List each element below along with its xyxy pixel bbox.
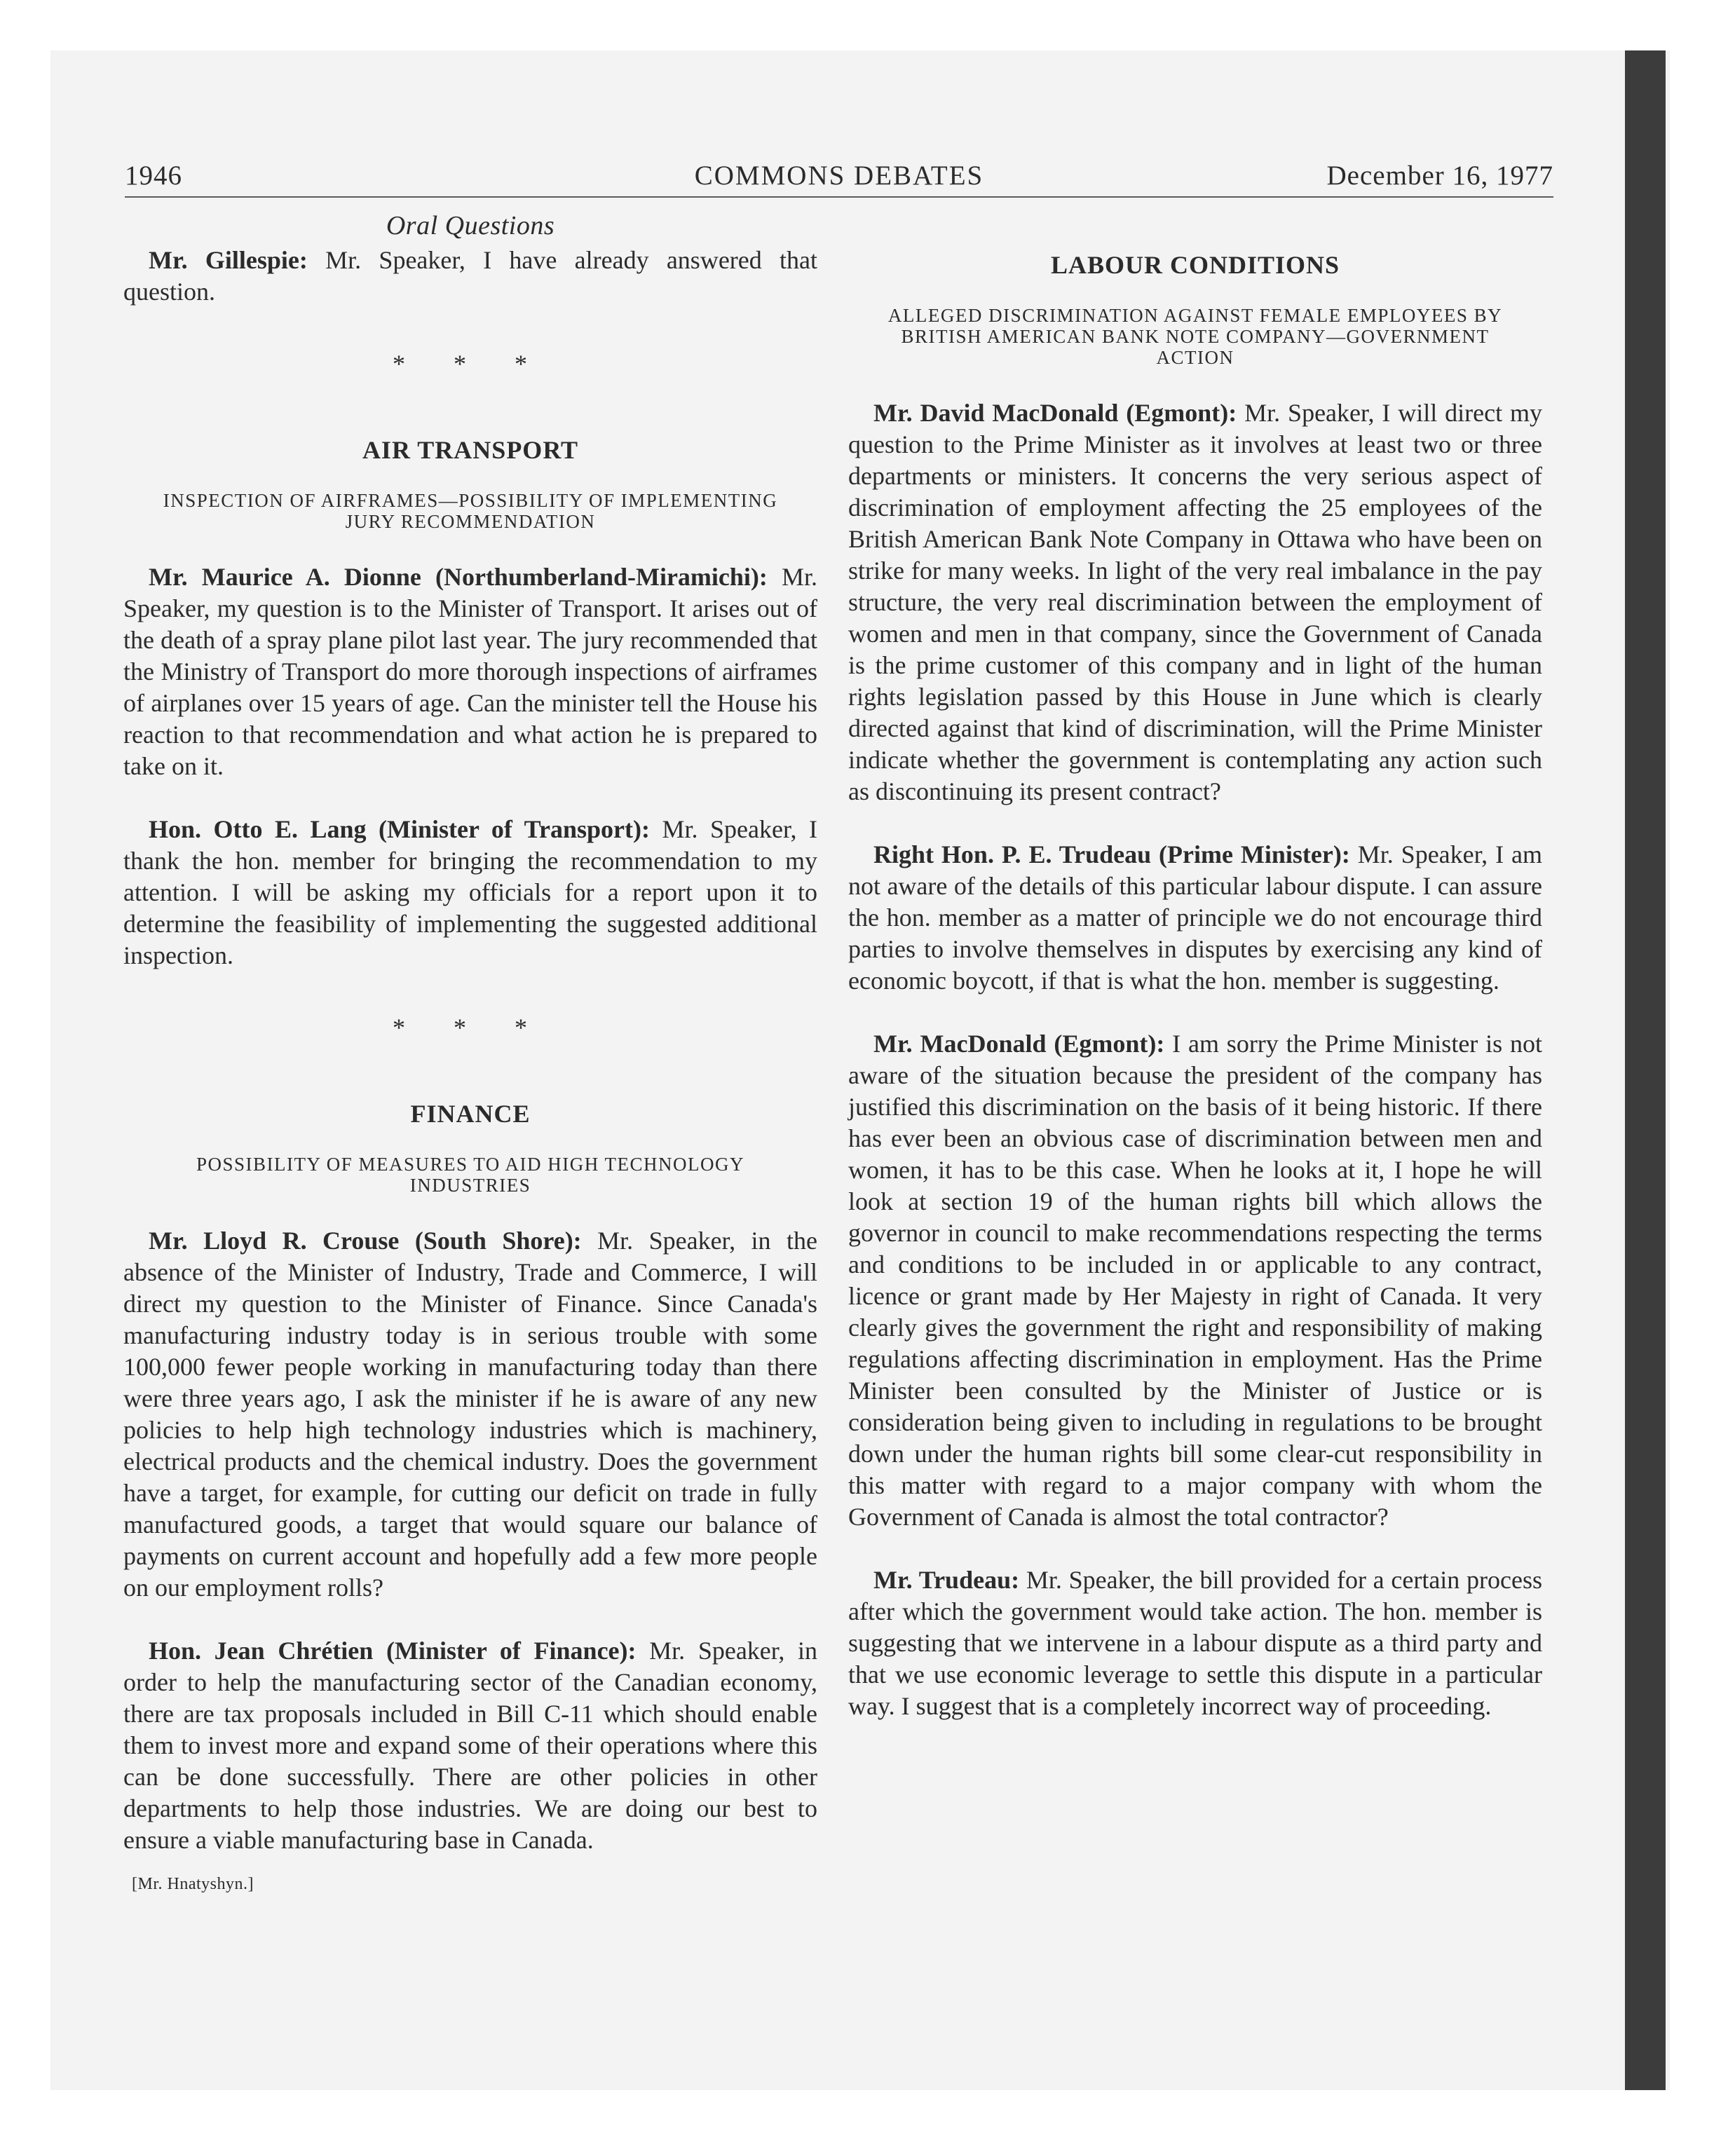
speaker-name: Mr. Trudeau: — [873, 1566, 1020, 1594]
speaker-name: Mr. Gillespie: — [149, 246, 308, 274]
paragraph-text: Mr. Speaker, in order to help the manufacturing sector of the Canadian economy, there are tax proposals included in Bill C-11 which should enable them to invest more and expand some of their operations where this can be done successfully. There are other policies in other departments to help those industries. We are doing our best to ensure a viable manufacturing base in Canada. — [123, 1637, 817, 1854]
speaker-name: Mr. MacDonald (Egmont): — [873, 1030, 1165, 1058]
section-separator: * * * — [393, 350, 548, 378]
speaker-name: Hon. Jean Chrétien (Minister of Finance): — [149, 1637, 637, 1665]
speaker-name: Mr. David MacDonald (Egmont): — [873, 399, 1237, 427]
paragraph-dionne — [123, 561, 817, 782]
paragraph-lang — [123, 814, 817, 971]
paragraph-crouse — [123, 1225, 817, 1604]
speaker-name: Mr. Lloyd R. Crouse (South Shore): — [149, 1227, 582, 1255]
page-number: 1946 — [125, 161, 182, 191]
paragraph-macdonald-2 — [848, 1028, 1542, 1533]
paragraph-gillespie — [123, 245, 817, 308]
speaker-name: Hon. Otto E. Lang (Minister of Transport): — [149, 815, 650, 843]
page-header — [125, 157, 1553, 198]
scan-edge-shadow — [1625, 50, 1666, 2090]
paragraph-text: Mr. Speaker, I am not aware of the details of this particular labour dispute. I can assure the hon. member as a matter of principle we do not encourage third parties to involve themselves in disputes by exercising any kind of economic boycott, if that is what the hon. member is suggesting. — [848, 840, 1542, 995]
paragraph-trudeau-1 — [848, 839, 1542, 997]
paragraph-text: Mr. Speaker, my question is to the Minister of Transport. It arises out of the death of a spray plane pilot last year. The jury recommended that the Ministry of Transport do more thorough inspections of airframes of airplanes over 15 years of age. Can the minister tell the House his reaction to that recommendation and what action he is prepared to take on it. — [123, 563, 818, 780]
paragraph-text: Mr. Speaker, I have already answered that question. — [123, 246, 817, 306]
paragraph-text: Mr. Speaker, the bill provided for a certain process after which the government would take action. The hon. member is suggesting that we intervene in a labour dispute as a third party and that we use economic leverage to settle this dispute in a particular way. I suggest that is a completely incorrect way of proceeding. — [848, 1566, 1542, 1720]
paragraph-text: I am sorry the Prime Minister is not aware of the situation because the president of the company has justified this discrimination on the basis of it being historic. If there has ever been an obvious case of discrimination between men and women, it has to be this case. When he looks at it, I hope he will look at section 19 of the human rights bill which allows the governor in council to make recommendations respecting the terms and conditions to be included in or applicable to any contract, licence or grant made by Her Majesty in right of Canada. It very clearly gives the government the right and responsibility of making regulations affecting discrimination in employment. Has the Prime Minister been consulted by the Minister of Justice or is consideration being given to including in regulations to be brought down under the human rights bill some clear-cut responsibility in this matter with regard to a major company with whom the Government of Canada is almost the total contractor? — [848, 1030, 1542, 1531]
paragraph-chretien — [123, 1635, 817, 1856]
paragraph-text: Mr. Speaker, in the absence of the Minister of Industry, Trade and Commerce, I will direct my question to the Minister of Finance. Since Canada's manufacturing industry today is in serious trouble with some 100,000 fewer people working in manufacturing today than there were three years ago, I ask the minister if he is aware of any new policies to help high technology industries which is machinery, electrical products and the chemical industry. Does the government have a target, for example, for cutting our deficit on trade in fully manufactured goods, a target that would square our balance of payments on current account and hopefully add a few more people on our employment rolls? — [123, 1227, 817, 1602]
speaker-note: [Mr. Hnatyshyn.] — [132, 1875, 254, 1893]
section-separator: * * * — [393, 1014, 548, 1042]
right-column — [848, 210, 1542, 1722]
left-column — [123, 210, 817, 1900]
section-title-air-transport: AIR TRANSPORT — [362, 436, 579, 464]
running-head: Oral Questions — [386, 211, 555, 240]
speaker-name: Right Hon. P. E. Trudeau (Prime Minister): — [873, 840, 1350, 868]
sitting-date: December 16, 1977 — [1326, 161, 1553, 191]
publication-title: COMMONS DEBATES — [694, 161, 984, 191]
paragraph-text: Mr. Speaker, I will direct my question to the Prime Minister as it involves at least two or three departments or ministers. It concerns the very serious aspect of discrimination of employment affecting the 25 employees of the British American Bank Note Company in Ottawa who have been on strike for many weeks. In light of the very real imbalance in the pay structure, the very real discrimination between the employment of women and men in that company, since the Government of Canada is the prime customer of this company and in light of the human rights legislation passed by this House in June which is clearly directed against that kind of discrimination, will the Prime Minister indicate whether the government is contemplating any action such as discontinuing its present contract? — [848, 399, 1542, 805]
paragraph-david-macdonald — [848, 397, 1542, 807]
section-subtitle-high-technology: POSSIBILITY OF MEASURES TO AID HIGH TECHNOLOGY INDUSTRIES — [196, 1154, 745, 1196]
section-subtitle-airframes: INSPECTION OF AIRFRAMES—POSSIBILITY OF IMPLEMENTING JURY RECOMMENDATION — [163, 490, 778, 532]
paragraph-trudeau-2 — [848, 1564, 1542, 1722]
paragraph-text: Mr. Speaker, I thank the hon. member for bringing the recommendation to my attention. I will be asking my officials for a report upon it to determine the feasibility of implementing the suggested additional inspection. — [123, 815, 817, 969]
section-title-finance: FINANCE — [410, 1100, 531, 1128]
section-title-labour-conditions: LABOUR CONDITIONS — [1050, 251, 1340, 279]
section-subtitle-discrimination: ALLEGED DISCRIMINATION AGAINST FEMALE EMPLOYEES BY BRITISH AMERICAN BANK NOTE COMPANY—GOVERNMENT ACTION — [887, 305, 1503, 368]
speaker-name: Mr. Maurice A. Dionne (Northumberland-Miramichi): — [149, 563, 768, 591]
